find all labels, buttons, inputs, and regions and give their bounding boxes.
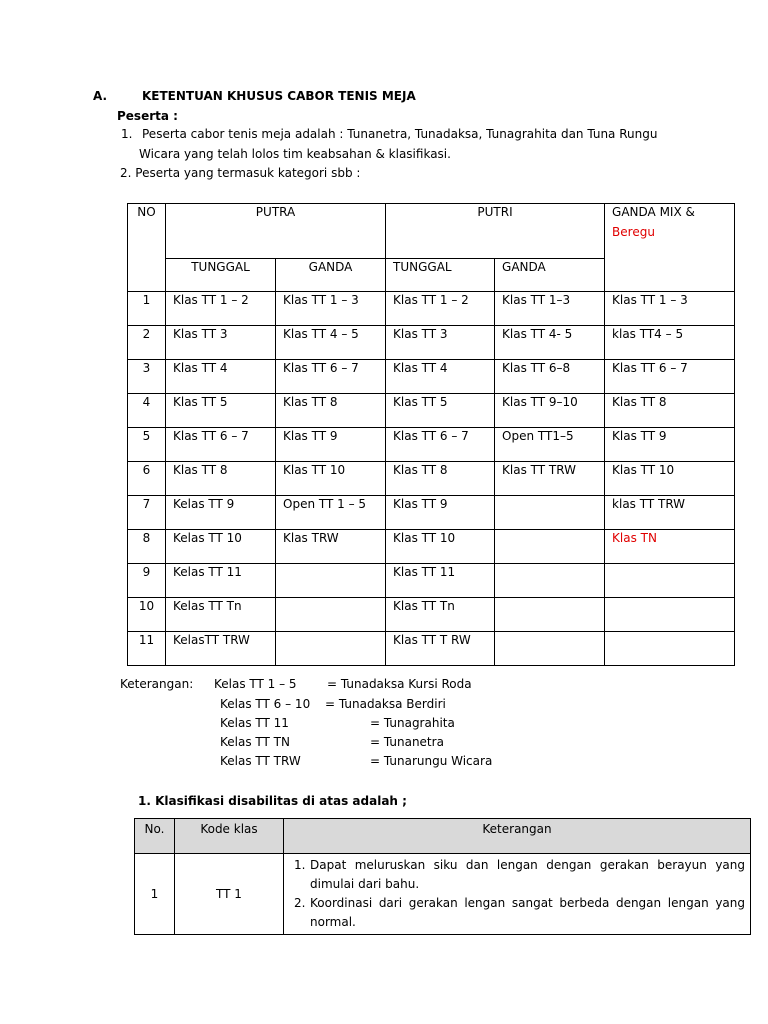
header-beregu: Beregu [612, 225, 655, 239]
klasifikasi-heading: 1. Klasifikasi disabilitas di atas adalah ; [138, 794, 407, 808]
cell-putra-tunggal: Klas TT 8 [166, 462, 276, 496]
cell-putra-tunggal: Klas TT 4 [166, 360, 276, 394]
header-ganda-mix: GANDA MIX & Beregu [605, 204, 735, 292]
cell-putri-ganda: Klas TT 6–8 [495, 360, 605, 394]
table-row [128, 530, 735, 564]
cell-putri-tunggal: Klas TT 3 [386, 326, 495, 360]
header-putra-tunggal: TUNGGAL [166, 259, 276, 292]
cell-putri-tunggal: Klas TT 11 [386, 564, 495, 598]
table-row [128, 360, 735, 394]
row-number: 1 [128, 292, 166, 326]
header-putri-ganda: GANDA [495, 259, 605, 292]
cell-putra-ganda: Klas TT 1 – 3 [276, 292, 386, 326]
cell-putri-ganda [495, 496, 605, 530]
cell-putra-tunggal: Kelas TT 9 [166, 496, 276, 530]
cell-putri-tunggal: Klas TT 4 [386, 360, 495, 394]
cell-putra-tunggal: Kelas TT 10 [166, 530, 276, 564]
cell-putri-tunggal: Klas TT 1 – 2 [386, 292, 495, 326]
klas-header-kode: Kode klas [175, 819, 284, 854]
keterangan-kelas: Kelas TT 1 – 5 [214, 677, 297, 691]
table-row [128, 292, 735, 326]
klas-keterangan [284, 854, 751, 935]
table-row [128, 326, 735, 360]
cell-putra-ganda: Klas TT 8 [276, 394, 386, 428]
cell-putri-tunggal: Klas TT 8 [386, 462, 495, 496]
cell-ganda-mix: Klas TT 1 – 3 [605, 292, 735, 326]
cell-putra-tunggal: Kelas TT Tn [166, 598, 276, 632]
header-putri: PUTRI [386, 204, 605, 259]
item1-line2: Wicara yang telah lolos tim keabsahan & klasifikasi. [139, 147, 451, 161]
cell-putri-ganda [495, 530, 605, 564]
cell-ganda-mix: klas TT TRW [605, 496, 735, 530]
table-row [128, 394, 735, 428]
cell-putri-tunggal: Klas TT 6 – 7 [386, 428, 495, 462]
cell-putra-ganda [276, 598, 386, 632]
cell-putra-ganda: Open TT 1 – 5 [276, 496, 386, 530]
cell-putra-tunggal: Klas TT 3 [166, 326, 276, 360]
cell-ganda-mix [605, 632, 735, 666]
row-number: 5 [128, 428, 166, 462]
peserta-label: Peserta : [117, 109, 178, 123]
cell-putra-ganda [276, 564, 386, 598]
cell-putra-ganda: Klas TT 10 [276, 462, 386, 496]
cell-ganda-mix: Klas TT 9 [605, 428, 735, 462]
header-putra-ganda: GANDA [276, 259, 386, 292]
cell-putra-tunggal: Klas TT 5 [166, 394, 276, 428]
klas-header-keterangan: Keterangan [284, 819, 751, 854]
section-title: KETENTUAN KHUSUS CABOR TENIS MEJA [142, 89, 416, 103]
cell-ganda-mix: Klas TT 10 [605, 462, 735, 496]
table-row [128, 428, 735, 462]
keterangan-kelas: Kelas TT 6 – 10 [220, 697, 311, 711]
cell-ganda-mix [605, 598, 735, 632]
cell-putri-tunggal: Klas TT 9 [386, 496, 495, 530]
row-number: 2 [128, 326, 166, 360]
header-putra: PUTRA [166, 204, 386, 259]
item1-line1: Peserta cabor tenis meja adalah : Tunanetra, Tunadaksa, Tunagrahita dan Tuna Rungu [142, 127, 658, 141]
table-row [128, 462, 735, 496]
row-number: 10 [128, 598, 166, 632]
cell-ganda-mix: Klas TT 8 [605, 394, 735, 428]
cell-putra-ganda: Klas TT 4 – 5 [276, 326, 386, 360]
keterangan-label: Keterangan: [120, 677, 194, 691]
section-letter: A. [93, 89, 108, 103]
cell-putri-tunggal: Klas TT 5 [386, 394, 495, 428]
item1-number: 1. [121, 127, 133, 141]
klas-header-no: No. [135, 819, 175, 854]
row-number: 7 [128, 496, 166, 530]
header-no: NO [128, 204, 166, 292]
keterangan-kelas: Kelas TT TRW [220, 754, 301, 768]
keterangan-desc: = Tunadaksa Berdiri [325, 697, 446, 711]
cell-ganda-mix [605, 564, 735, 598]
klas-row [135, 854, 751, 935]
klasifikasi-table [134, 818, 751, 935]
table-row [128, 632, 735, 666]
cell-ganda-mix: Klas TN [605, 530, 735, 564]
table-row [128, 496, 735, 530]
table-row [128, 564, 735, 598]
cell-putra-ganda: Klas TT 9 [276, 428, 386, 462]
klas-kode: TT 1 [175, 854, 284, 935]
keterangan-desc: = Tunanetra [370, 735, 444, 749]
keterangan-kelas: Kelas TT TN [220, 735, 290, 749]
cell-ganda-mix: Klas TT 6 – 7 [605, 360, 735, 394]
row-number: 8 [128, 530, 166, 564]
keterangan-desc: = Tunagrahita [370, 716, 455, 730]
keterangan-item: 1. Dapat meluruskan siku dan lengan dengan gerakan berayun yang dimulai dari bahu. [294, 857, 745, 891]
class-table [127, 203, 735, 666]
cell-putra-tunggal: Klas TT 1 – 2 [166, 292, 276, 326]
header-putri-tunggal: TUNGGAL [386, 259, 495, 292]
row-number: 6 [128, 462, 166, 496]
cell-putri-ganda: Klas TT 9–10 [495, 394, 605, 428]
cell-putra-ganda: Klas TT 6 – 7 [276, 360, 386, 394]
cell-putri-ganda: Open TT1–5 [495, 428, 605, 462]
cell-putra-tunggal: KelasTT TRW [166, 632, 276, 666]
row-number: 11 [128, 632, 166, 666]
cell-putri-tunggal: Klas TT T RW [386, 632, 495, 666]
row-number: 3 [128, 360, 166, 394]
item2-text: 2. Peserta yang termasuk kategori sbb : [120, 166, 361, 180]
cell-putra-ganda [276, 632, 386, 666]
klas-row-number: 1 [135, 854, 175, 935]
cell-putri-tunggal: Klas TT 10 [386, 530, 495, 564]
cell-putri-ganda: Klas TT 1–3 [495, 292, 605, 326]
cell-putri-ganda [495, 632, 605, 666]
cell-putri-ganda [495, 564, 605, 598]
cell-putri-ganda: Klas TT TRW [495, 462, 605, 496]
cell-putri-tunggal: Klas TT Tn [386, 598, 495, 632]
keterangan-item: 2. Koordinasi dari gerakan lengan sangat berbeda dengan lengan yang normal. [294, 895, 745, 929]
row-number: 4 [128, 394, 166, 428]
cell-putri-ganda [495, 598, 605, 632]
cell-putri-ganda: Klas TT 4- 5 [495, 326, 605, 360]
cell-ganda-mix: klas TT4 – 5 [605, 326, 735, 360]
cell-putra-ganda: Klas TRW [276, 530, 386, 564]
keterangan-kelas: Kelas TT 11 [220, 716, 289, 730]
cell-putra-tunggal: Kelas TT 11 [166, 564, 276, 598]
keterangan-desc: = Tunarungu Wicara [370, 754, 493, 768]
row-number: 9 [128, 564, 166, 598]
table-row [128, 598, 735, 632]
cell-putra-tunggal: Klas TT 6 – 7 [166, 428, 276, 462]
keterangan-desc: = Tunadaksa Kursi Roda [327, 677, 472, 691]
